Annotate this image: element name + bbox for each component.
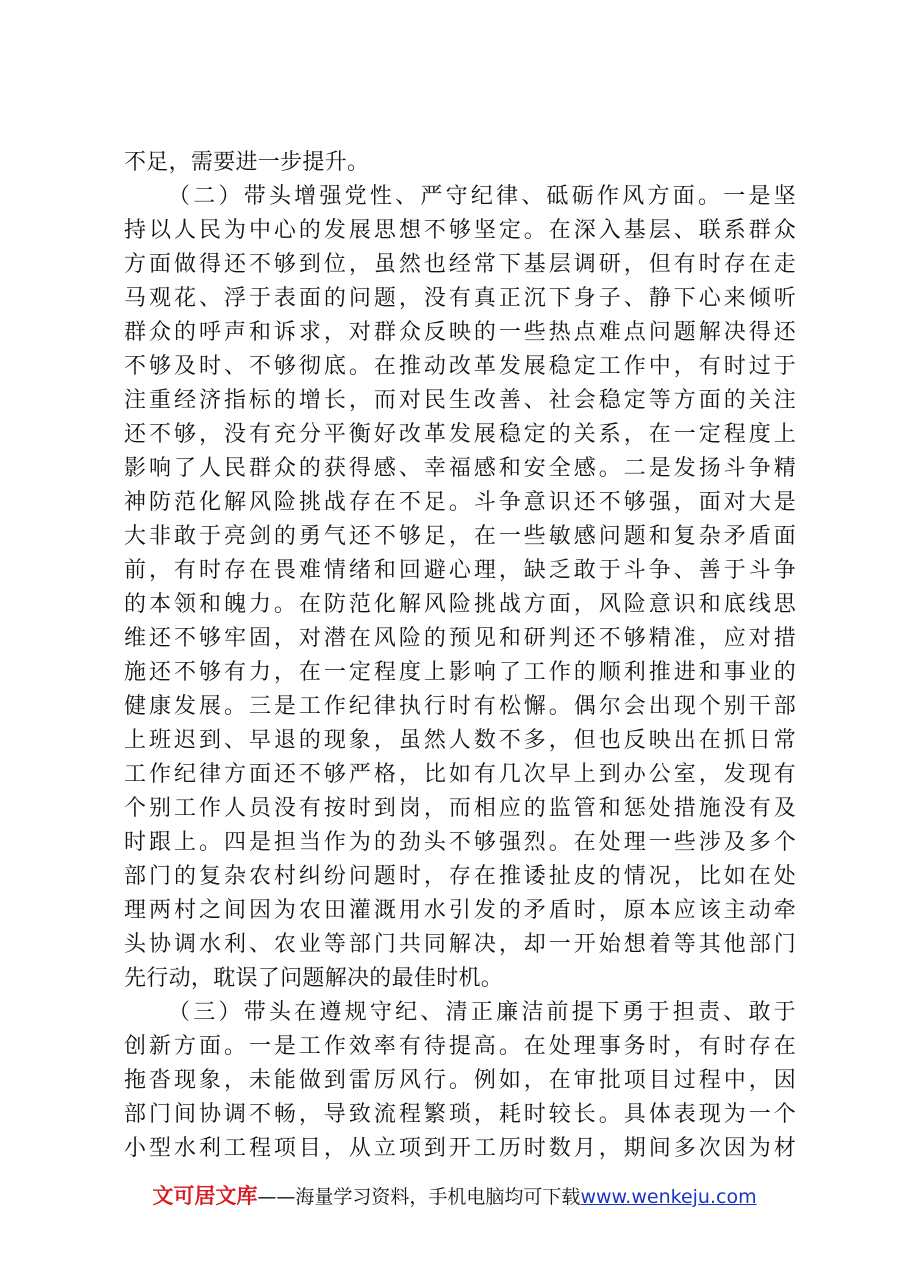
text-line: 影响了人民群众的获得感、幸福感和安全感。二是发扬斗争精 (124, 456, 796, 481)
text-line: 前，有时存在畏难情绪和回避心理，缺乏敢于斗争、善于斗争 (124, 558, 796, 583)
text-line: 个别工作人员没有按时到岗，而相应的监管和惩处措施没有及 (124, 796, 796, 821)
text-line: 群众的呼声和诉求，对群众反映的一些热点难点问题解决得还 (124, 320, 796, 345)
text-line: 不足，需要进一步提升。 (124, 150, 370, 175)
text-line: 持以人民为中心的发展思想不够坚定。在深入基层、联系群众 (124, 218, 796, 243)
footer-slogan: ——海量学习资料，手机电脑均可下载 (257, 1186, 581, 1208)
text-line: 注重经济指标的增长，而对民生改善、社会稳定等方面的关注 (124, 388, 796, 413)
text-line: （三）带头在遵规守纪、清正廉洁前提下勇于担责、敢于 (168, 1000, 796, 1025)
text-line: 创新方面。一是工作效率有待提高。在处理事务时，有时存在 (124, 1034, 796, 1059)
text-line: 还不够，没有充分平衡好改革发展稳定的关系，在一定程度上 (124, 422, 796, 447)
text-line: 拖沓现象，未能做到雷厉风行。例如，在审批项目过程中，因 (124, 1068, 796, 1093)
text-line: 时跟上。四是担当作为的劲头不够强烈。在处理一些涉及多个 (124, 830, 796, 855)
text-line: 大非敢于亮剑的勇气还不够足，在一些敏感问题和复杂矛盾面 (124, 524, 796, 549)
text-line: 不够及时、不够彻底。在推动改革发展稳定工作中，有时过于 (124, 354, 796, 379)
text-line: 上班迟到、早退的现象，虽然人数不多，但也反映出在抓日常 (124, 728, 796, 753)
footer-url-link[interactable]: www.wenkeju.com (580, 1186, 757, 1208)
text-line: 施还不够有力，在一定程度上影响了工作的顺利推进和事业的 (124, 660, 796, 685)
text-line: （二）带头增强党性、严守纪律、砥砺作风方面。一是坚 (168, 184, 796, 209)
footer-brand: 文可居文库 (152, 1184, 258, 1208)
text-line: 方面做得还不够到位，虽然也经常下基层调研，但有时存在走 (124, 252, 796, 277)
text-line: 工作纪律方面还不够严格，比如有几次早上到办公室，发现有 (124, 762, 796, 787)
text-line: 马观花、浮于表面的问题，没有真正沉下身子、静下心来倾听 (124, 286, 796, 311)
text-line: 健康发展。三是工作纪律执行时有松懈。偶尔会出现个别干部 (124, 694, 796, 719)
text-line: 小型水利工程项目，从立项到开工历时数月，期间多次因为材 (124, 1136, 796, 1161)
text-line: 部门的复杂农村纠纷问题时，存在推诿扯皮的情况，比如在处 (124, 864, 796, 889)
text-line: 头协调水利、农业等部门共同解决，却一开始想着等其他部门 (124, 932, 796, 957)
text-line: 理两村之间因为农田灌溉用水引发的矛盾时，原本应该主动牵 (124, 898, 796, 923)
footer-banner (0, 1180, 909, 1210)
text-line: 的本领和魄力。在防范化解风险挑战方面，风险意识和底线思 (124, 592, 796, 617)
text-line: 先行动，耽误了问题解决的最佳时机。 (124, 966, 504, 991)
text-line: 神防范化解风险挑战存在不足。斗争意识还不够强，面对大是 (124, 490, 796, 515)
text-line: 维还不够牢固，对潜在风险的预见和研判还不够精准，应对措 (124, 626, 796, 651)
text-line: 部门间协调不畅，导致流程繁琐，耗时较长。具体表现为一个 (124, 1102, 796, 1127)
document-body (124, 146, 796, 1166)
